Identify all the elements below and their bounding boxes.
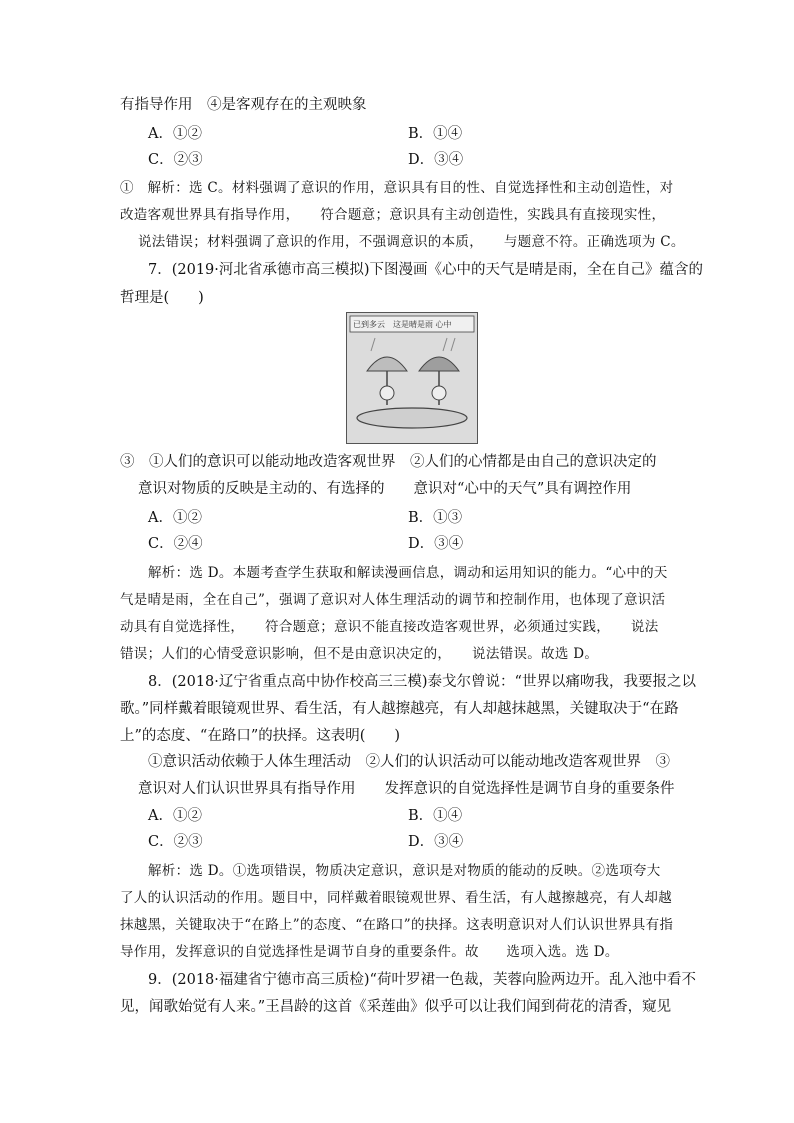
analysis-line-1: ① 解析：选 C。材料强调了意识的作用，意识具有目的性、自觉选择性和主动创造性，对 [120, 180, 674, 196]
option-a: A．①② [148, 126, 202, 142]
question-8-line-3: 上”的态度、“在路口”的抉择。这表明( ) [120, 728, 401, 744]
q7-option-d: D．③④ [408, 536, 464, 552]
q8-analysis-3: 抹越黑，关键取决于“在路上”的态度、“在路口”的抉择。这表明意识对人们认识世界具有指 [120, 917, 674, 933]
option-d: D．③④ [408, 152, 464, 168]
question-8-line-2: 歌。”同样戴着眼镜观世界、看生活，有人越擦越亮，有人却越抹越黑，关键取决于“在路 [120, 701, 679, 717]
q8-option-b: B．①④ [408, 808, 463, 824]
line-1: 有指导作用 ④是客观存在的主观映象 [120, 97, 367, 113]
q8-analysis-2: 了人的认识活动的作用。题目中，同样戴着眼镜观世界、看生活，有人越擦越亮，有人却越 [120, 890, 672, 906]
cartoon-illustration [347, 313, 477, 443]
q7-analysis-4: 错误；人们的心情受意识影响，但不是由意识决定的， 说法错误。故选 D。 [120, 646, 599, 662]
q8-analysis-4: 导作用，发挥意识的自觉选择性是调节自身的重要条件。故 选项入选。选 D。 [120, 944, 619, 960]
analysis-line-3: 说法错误；材料强调了意识的作用，不强调意识的本质， 与题意不符。正确选项为 C。 [138, 234, 685, 250]
q7-option-b: B．①③ [408, 510, 463, 526]
question-7-statements-1: ③ ①人们的意识可以能动地改造客观世界 ②人们的心情都是由自己的意识决定的 [120, 454, 657, 470]
cartoon-caption: 已到多云 这是晴是雨 心中 [353, 320, 452, 329]
q7-analysis-1: 解析：选 D。本题考查学生获取和解读漫画信息，调动和运用知识的能力。“心中的天 [148, 565, 668, 581]
cartoon-image [346, 312, 478, 444]
question-8-line-1: 8．(2018·辽宁省重点高中协作校高三三模)泰戈尔曾说：“世界以痛吻我，我要报之以 [148, 674, 696, 690]
question-7-line-2: 哲理是( ) [120, 290, 204, 306]
question-8-statements-2: 意识对人们认识世界具有指导作用 发挥意识的自觉选择性是调节自身的重要条件 [138, 781, 675, 797]
q8-option-a: A．①② [148, 808, 202, 824]
q7-option-a: A．①② [148, 510, 202, 526]
q7-analysis-3: 动具有自觉选择性， 符合题意；意识不能直接改造客观世界，必须通过实践， 说法 [120, 619, 659, 635]
question-7-statements-2: 意识对物质的反映是主动的、有选择的 意识对“心中的天气”具有调控作用 [138, 481, 632, 497]
q8-option-d: D．③④ [408, 834, 464, 850]
q8-analysis-1: 解析：选 D。①选项错误，物质决定意识，意识是对物质的能动的反映。②选项夸大 [148, 863, 661, 879]
option-b: B．①④ [408, 126, 463, 142]
question-9-line-2: 见，闻歌始觉有人来。”王昌龄的这首《采莲曲》似乎可以让我们闻到荷花的清香，窥见 [120, 999, 672, 1015]
q7-option-c: C．②④ [148, 536, 203, 552]
q8-option-c: C．②③ [148, 834, 203, 850]
option-c: C．②③ [148, 152, 203, 168]
q7-analysis-2: 气是晴是雨，全在自己”，强调了意识对人体生理活动的调节和控制作用，也体现了意识活 [120, 592, 666, 608]
question-9-line-1: 9．(2018·福建省宁德市高三质检)“荷叶罗裙一色裁，芙蓉向脸两边开。乱入池中看不 [148, 972, 696, 988]
question-8-statements-1: ①意识活动依赖于人体生理活动 ②人们的认识活动可以能动地改造客观世界 ③ [148, 754, 670, 770]
analysis-line-2: 改造客观世界具有指导作用， 符合题意；意识具有主动创造性，实践具有直接现实性， [120, 207, 666, 223]
question-7-line-1: 7．(2019·河北省承德市高三模拟)下图漫画《心中的天气是晴是雨，全在自己》蕴含的 [148, 262, 704, 278]
